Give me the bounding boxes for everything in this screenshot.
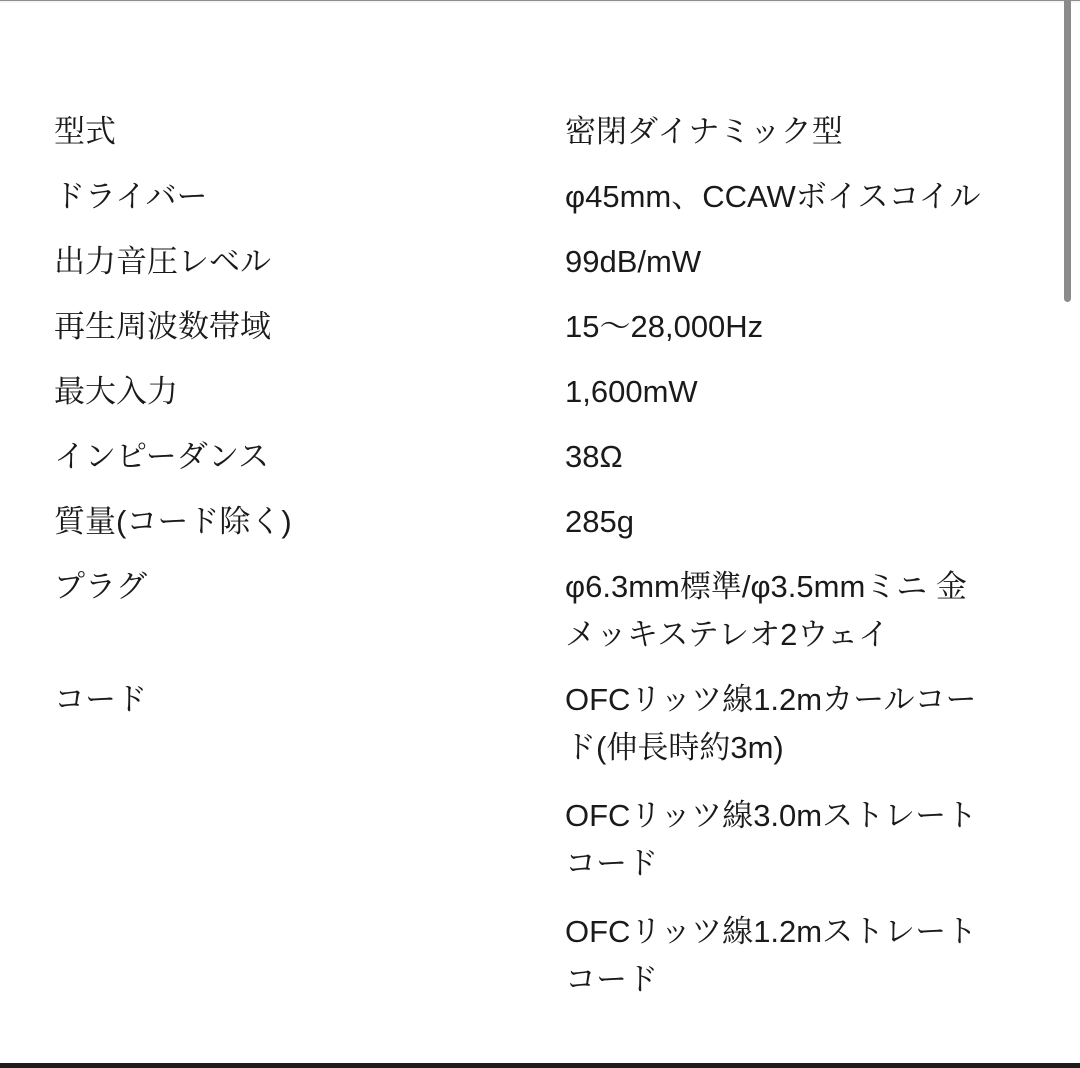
scrollbar-thumb[interactable]	[1064, 0, 1071, 302]
spec-label: プラグ	[54, 569, 147, 604]
spec-row-driver	[54, 173, 994, 221]
spec-label: コード	[54, 682, 147, 717]
spec-row-max-input	[54, 368, 994, 416]
spec-row-model-type	[54, 108, 994, 156]
spec-value-paragraph: OFCリッツ線1.2mカールコード(伸長時約3m)	[565, 682, 977, 765]
spec-value: 99dB/mW	[565, 244, 702, 279]
spec-value-paragraph: OFCリッツ線1.2mストレートコード	[565, 914, 978, 997]
spec-label: ドライバー	[54, 179, 208, 214]
spec-label: 最大入力	[54, 374, 178, 409]
bottom-divider-bar	[0, 1063, 1080, 1068]
spec-row-frequency-range	[54, 303, 994, 351]
spec-label: 出力音圧レベル	[54, 244, 271, 279]
spec-row-cord	[54, 676, 994, 1004]
spec-value-paragraph: OFCリッツ線3.0mストレートコード	[565, 798, 978, 881]
spec-value: φ45mm、CCAWボイスコイル	[565, 179, 981, 214]
spec-value: 密閉ダイナミック型	[565, 114, 843, 149]
spec-row-impedance	[54, 433, 994, 481]
spec-row-plug	[54, 563, 994, 659]
spec-label: 再生周波数帯域	[54, 309, 271, 344]
spec-value: 285g	[565, 504, 634, 539]
spec-label: 型式	[54, 114, 116, 149]
spec-row-output-sound-level	[54, 238, 994, 286]
spec-value: φ6.3mm標準/φ3.5mmミニ 金メッキステレオ2ウェイ	[565, 569, 967, 652]
spec-label: インピーダンス	[54, 439, 270, 474]
spec-value: 1,600mW	[565, 374, 698, 409]
spec-row-weight	[54, 498, 994, 546]
spec-value	[565, 676, 994, 1004]
spec-value: 15〜28,000Hz	[565, 309, 764, 344]
spec-value: 38Ω	[565, 439, 623, 474]
spec-label: 質量(コード除く)	[54, 504, 292, 539]
